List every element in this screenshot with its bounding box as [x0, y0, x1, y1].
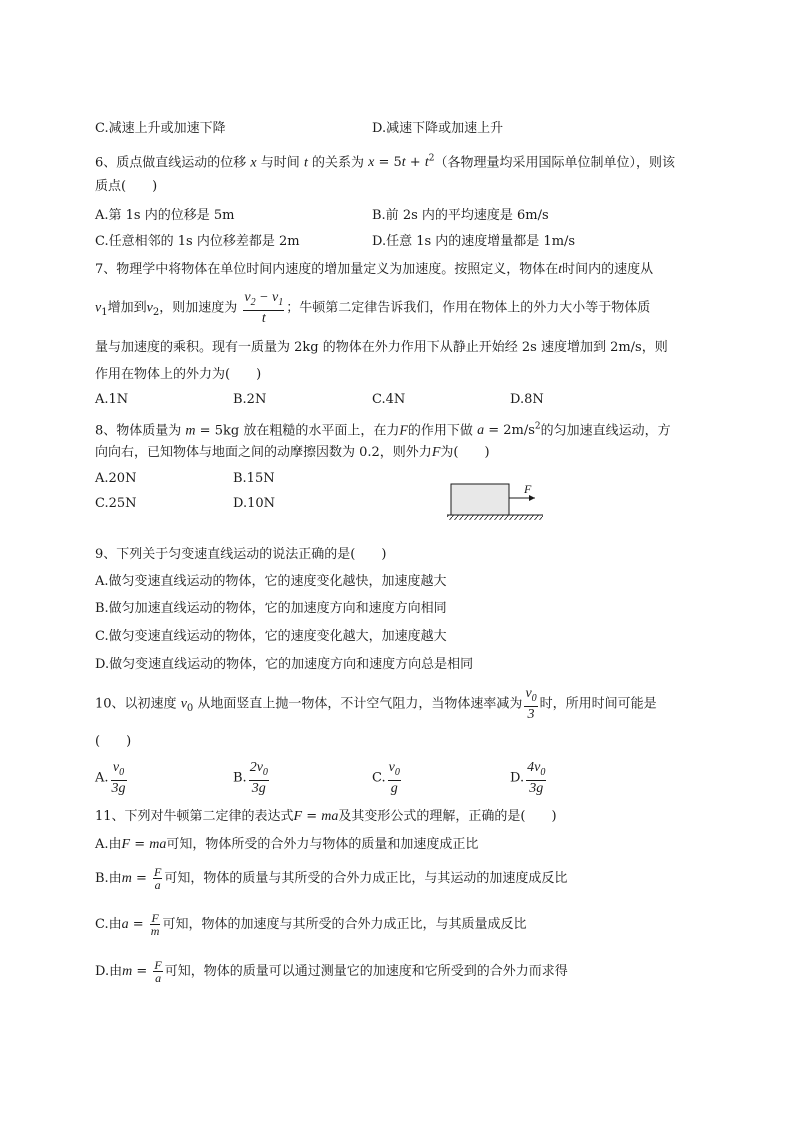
- force-label: F: [524, 482, 532, 496]
- q5-option-d: D.减速下降或加速上升: [372, 121, 504, 136]
- q6-stem: 6、质点做直线运动的位移 x 与时间 t 的关系为 $x = 5t + t^2$（各物理量均采用国际单位制单位），则该: [95, 154, 675, 171]
- q6-formula: $x = 5t + t^2$: [368, 154, 435, 171]
- q10-speed-fraction: $\frac{v_0}{3}$: [525, 686, 537, 722]
- q10-option-b: B. $\frac{2v_0}{3g}$: [233, 760, 268, 796]
- q8-line2: 向向右，已知物体与地面之间的动摩擦因数为 0.2，则外力F为( ): [95, 445, 490, 460]
- q11-stem: 11、下列对牛顿第二定律的表达式F = ma及其变形公式的理解，正确的是( ): [95, 809, 557, 824]
- block-force-diagram: [447, 481, 543, 521]
- q11-option-d: D.由m = $\frac{F}{a}$ 可知，物体的质量可以通过测量它的加速度和它所受到的合外力而求得: [95, 958, 568, 985]
- q8-option-c: C.25N: [95, 496, 137, 511]
- q7-line4: 作用在物体上的外力为( ): [95, 367, 262, 382]
- q9-option-a: A.做匀变速直线运动的物体，它的速度变化越快，加速度越大: [95, 574, 447, 589]
- q11-formula: F = ma: [293, 809, 339, 824]
- q6-stem-line2: 质点( ): [95, 179, 158, 194]
- block: [451, 484, 509, 515]
- q8-line1: 8、物体质量为 m = 5kg 放在粗糙的水平面上，在力F的作用下做 $a = 2m/s^2$的匀加速直线运动，方: [95, 422, 671, 439]
- q9-option-c: C.做匀变速直线运动的物体，它的速度变化越大，加速度越大: [95, 629, 447, 644]
- q8-option-b: B.15N: [233, 471, 275, 486]
- q11-option-a: A.由F = ma可知，物体所受的合外力与物体的质量和加速度成正比: [95, 837, 479, 852]
- q8-option-a: A.20N: [95, 471, 137, 486]
- q6-option-a: A.第 1s 内的位移是 5m: [95, 208, 235, 223]
- q9-option-d: D.做匀变速直线运动的物体，它的加速度方向和速度方向总是相同: [95, 657, 474, 672]
- q7-line3: 量与加速度的乘积。现有一质量为 2kg 的物体在外力作用下从静止开始经 2s 速度增加到 2m/s，则: [95, 340, 668, 355]
- q8-accel: $a = 2m/s^2$: [477, 422, 541, 439]
- q8-option-d: D.10N: [233, 496, 276, 511]
- q5-option-c: C.减速上升或加速下降: [95, 121, 226, 136]
- q10-option-a: A. $\frac{v_0}{3g}$: [95, 760, 126, 796]
- q7-accel-fraction: $\frac{v_2 - v_1}{t}$: [244, 290, 284, 326]
- q10-stem: 10、以初速度 $v_0$ 从地面竖直上抛一物体，不计空气阻力，当物体速率减为 $\frac{v_0}{3}$ 时，所用时间可能是: [95, 686, 657, 722]
- q6-option-b: B.前 2s 内的平均速度是 6m/s: [372, 208, 549, 223]
- q6-option-c: C.任意相邻的 1s 内位移差都是 2m: [95, 234, 300, 249]
- q6-option-d: D.任意 1s 内的速度增量都是 1m/s: [372, 234, 576, 249]
- q7-line2: $v_1$增加到$v_2$，则加速度为 $\frac{v_2 - v_1}{t}$ ；牛顿第二定律告诉我们，作用在物体上的外力大小等于物体质: [95, 290, 651, 326]
- q7-option-c: C.4N: [372, 392, 406, 407]
- q7-line1: 7、物理学中将物体在单位时间内速度的增加量定义为加速度。按照定义，物体在t时间内的速度从: [95, 262, 654, 277]
- q10-option-c: C. $\frac{v_0}{g}$: [372, 760, 400, 796]
- q9-option-b: B.做匀加速直线运动的物体，它的加速度方向和速度方向相同: [95, 601, 447, 616]
- q7-option-b: B.2N: [233, 392, 267, 407]
- q10-stem-line2: ( ): [95, 734, 132, 749]
- q7-option-d: D.8N: [510, 392, 544, 407]
- q10-option-d: D. $\frac{4v_0}{3g}$: [510, 760, 546, 796]
- q11-option-c: C.由a = $\frac{F}{m}$ 可知，物体的加速度与其所受的合外力成正比，与其质量成反比: [95, 911, 527, 938]
- q11-option-b: B.由m = $\frac{F}{a}$ 可知，物体的质量与其所受的合外力成正比，与其运动的加速度成反比: [95, 865, 568, 892]
- q8-mass: m = 5kg: [185, 423, 240, 439]
- q7-option-a: A.1N: [95, 392, 129, 407]
- q9-stem: 9、下列关于匀变速直线运动的说法正确的是( ): [95, 547, 387, 562]
- ground-hatching: [447, 515, 543, 520]
